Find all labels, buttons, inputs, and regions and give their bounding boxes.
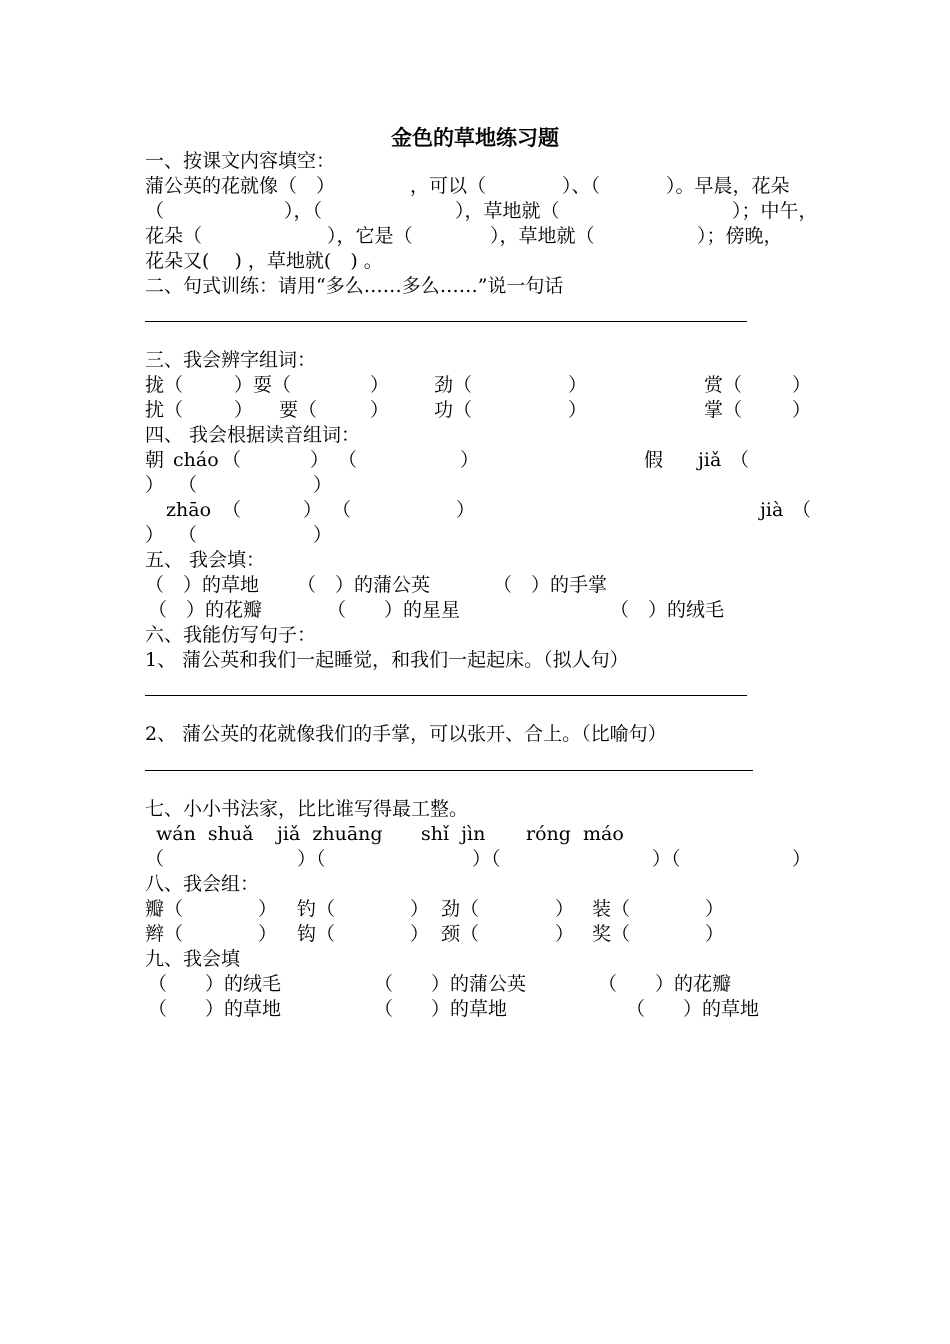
s3-r2-c7: 掌（ <box>704 399 743 421</box>
s3-r1-c2: ）耍（ <box>234 374 292 396</box>
s4-paren: （ <box>222 499 242 521</box>
s9-r2-c3: （ ）的草地 <box>626 998 760 1020</box>
s7-box: ）（ <box>472 848 501 870</box>
s1-line3-b: ），它是（ <box>327 225 413 247</box>
s8-r1: 钓（ <box>297 898 336 920</box>
s3-r1-c6: 赏（ <box>704 374 743 396</box>
s9-r1-c2: （ ）的蒲公英 <box>374 973 527 995</box>
answer-line[interactable] <box>145 770 753 771</box>
s4-char-jia: 假 <box>644 449 664 471</box>
s9-r2-c1: （ ）的草地 <box>148 998 282 1020</box>
answer-line[interactable] <box>145 321 747 322</box>
s8-r2: 钩（ <box>297 923 336 945</box>
s6-item-2: 2、 蒲公英的花就像我们的手掌，可以张开、合上。（比喻句） <box>145 723 667 745</box>
s4-pinyin-jia3: jiǎ <box>698 449 722 471</box>
s3-r2-c1: 扰（ <box>145 399 184 421</box>
s4-paren: ） <box>456 499 476 521</box>
s1-line2-c: ），草地就（ <box>455 200 560 222</box>
s4-paren: ） <box>313 474 333 496</box>
s5-r2-c1: （ ）的花瓣 <box>148 599 263 621</box>
s6-item-1: 1、 蒲公英和我们一起睡觉，和我们一起起床。（拟人句） <box>145 649 629 671</box>
s7-box: ）（ <box>297 848 326 870</box>
s8-r2: 奖（ <box>592 923 631 945</box>
section-8-heading: 八、我会组： <box>145 873 260 895</box>
s4-paren: （ <box>178 474 198 496</box>
s1-line1-a: 蒲公英的花就像（ ） <box>145 175 336 197</box>
s9-r2-c2: （ ）的草地 <box>374 998 508 1020</box>
s3-r2-c6: ） <box>568 399 588 421</box>
s3-r2-c8: ） <box>792 399 812 421</box>
s7-pinyin: wán shuǎ <box>156 823 254 845</box>
s8-r1: ） <box>410 898 430 920</box>
s4-paren: （ <box>730 449 750 471</box>
s3-r2-c3: 要（ <box>279 399 318 421</box>
s5-r1-c3: （ ）的手掌 <box>493 574 608 596</box>
s7-pinyin: jiǎ zhuāng <box>277 823 383 845</box>
s3-r2-c5: 功（ <box>434 399 473 421</box>
s8-r1: 装（ <box>592 898 631 920</box>
s1-line3-d: ）；傍晚， <box>697 225 783 247</box>
s8-r2: 颈（ <box>441 923 480 945</box>
s4-char-zhao: 朝 <box>145 449 165 471</box>
section-7-heading: 七、小小书法家，比比谁写得最工整。 <box>145 798 469 820</box>
s7-box: （ <box>145 848 165 870</box>
s4-paren: ） <box>145 524 165 546</box>
section-3-heading: 三、我会辨字组词： <box>145 349 317 371</box>
page-title: 金色的草地练习题 <box>391 126 559 150</box>
s7-box: ）（ <box>652 848 681 870</box>
s8-r1: 劲（ <box>441 898 480 920</box>
s8-r1: ） <box>705 898 725 920</box>
s1-line3-c: ），草地就（ <box>490 225 595 247</box>
s1-line4: 花朵又( ) ，草地就( ) 。 <box>145 250 383 272</box>
s9-r1-c3: （ ）的花瓣 <box>598 973 732 995</box>
s1-line3-a: 花朵（ <box>145 225 203 247</box>
s9-r1-c1: （ ）的绒毛 <box>148 973 282 995</box>
s8-r1: ） <box>258 898 278 920</box>
s7-pinyin: róng máo <box>526 823 624 845</box>
s8-r2: 辫（ <box>145 923 184 945</box>
s4-pinyin-zhao1: zhāo <box>166 499 212 521</box>
s4-pinyin-chao: cháo <box>173 449 219 471</box>
s4-paren: ） <box>145 474 165 496</box>
s8-r2: ） <box>705 923 725 945</box>
s4-pinyin-jia4: jià <box>760 499 784 521</box>
s5-r1-c1: （ ）的草地 <box>145 574 260 596</box>
s4-paren: ） <box>460 449 480 471</box>
section-1-heading: 一、按课文内容填空： <box>145 150 336 172</box>
section-5-heading: 五、 我会填： <box>145 549 266 571</box>
s1-line2-d: ）；中午， <box>732 200 818 222</box>
s3-r1-c5: ） <box>568 374 588 396</box>
s4-paren: ） <box>310 449 330 471</box>
s4-paren: ） <box>303 499 323 521</box>
s4-paren: ） <box>313 524 333 546</box>
s8-r2: ） <box>410 923 430 945</box>
s5-r2-c2: （ ）的星星 <box>327 599 461 621</box>
section-9-heading: 九、我会填 <box>145 948 241 970</box>
s8-r1: 瓣（ <box>145 898 184 920</box>
s8-r1: ） <box>555 898 575 920</box>
s3-r1-c7: ） <box>792 374 812 396</box>
s7-pinyin: shǐ jìn <box>421 823 486 845</box>
section-6-heading: 六、我能仿写句子： <box>145 624 317 646</box>
s1-line2-b: ），（ <box>284 200 323 222</box>
answer-line[interactable] <box>145 695 747 696</box>
section-4-heading: 四、 我会根据读音组词： <box>145 424 361 446</box>
s5-r2-c3: （ ）的绒毛 <box>610 599 725 621</box>
s4-paren: （ <box>792 499 812 521</box>
s4-paren: （ <box>338 449 358 471</box>
s1-line1-b: ，可以（ <box>410 175 487 197</box>
s3-r1-c4: 劲（ <box>434 374 473 396</box>
s1-line1-d: ）。早晨，花朵 <box>666 175 790 197</box>
s3-r2-c2: ） <box>234 399 254 421</box>
s8-r2: ） <box>555 923 575 945</box>
s1-line1-c: ）、（ <box>562 175 601 197</box>
s7-box: ） <box>792 848 812 870</box>
s4-paren: （ <box>178 524 198 546</box>
s3-r1-c1: 拢（ <box>145 374 184 396</box>
s3-r1-c3: ） <box>370 374 390 396</box>
s1-line2-a: （ <box>145 200 165 222</box>
section-2-heading: 二、句式训练：请用“多么……多么……”说一句话 <box>145 275 564 297</box>
s8-r2: ） <box>258 923 278 945</box>
s4-paren: （ <box>222 449 242 471</box>
s4-paren: （ <box>332 499 352 521</box>
s3-r2-c4: ） <box>370 399 390 421</box>
s5-r1-c2: （ ）的蒲公英 <box>297 574 431 596</box>
